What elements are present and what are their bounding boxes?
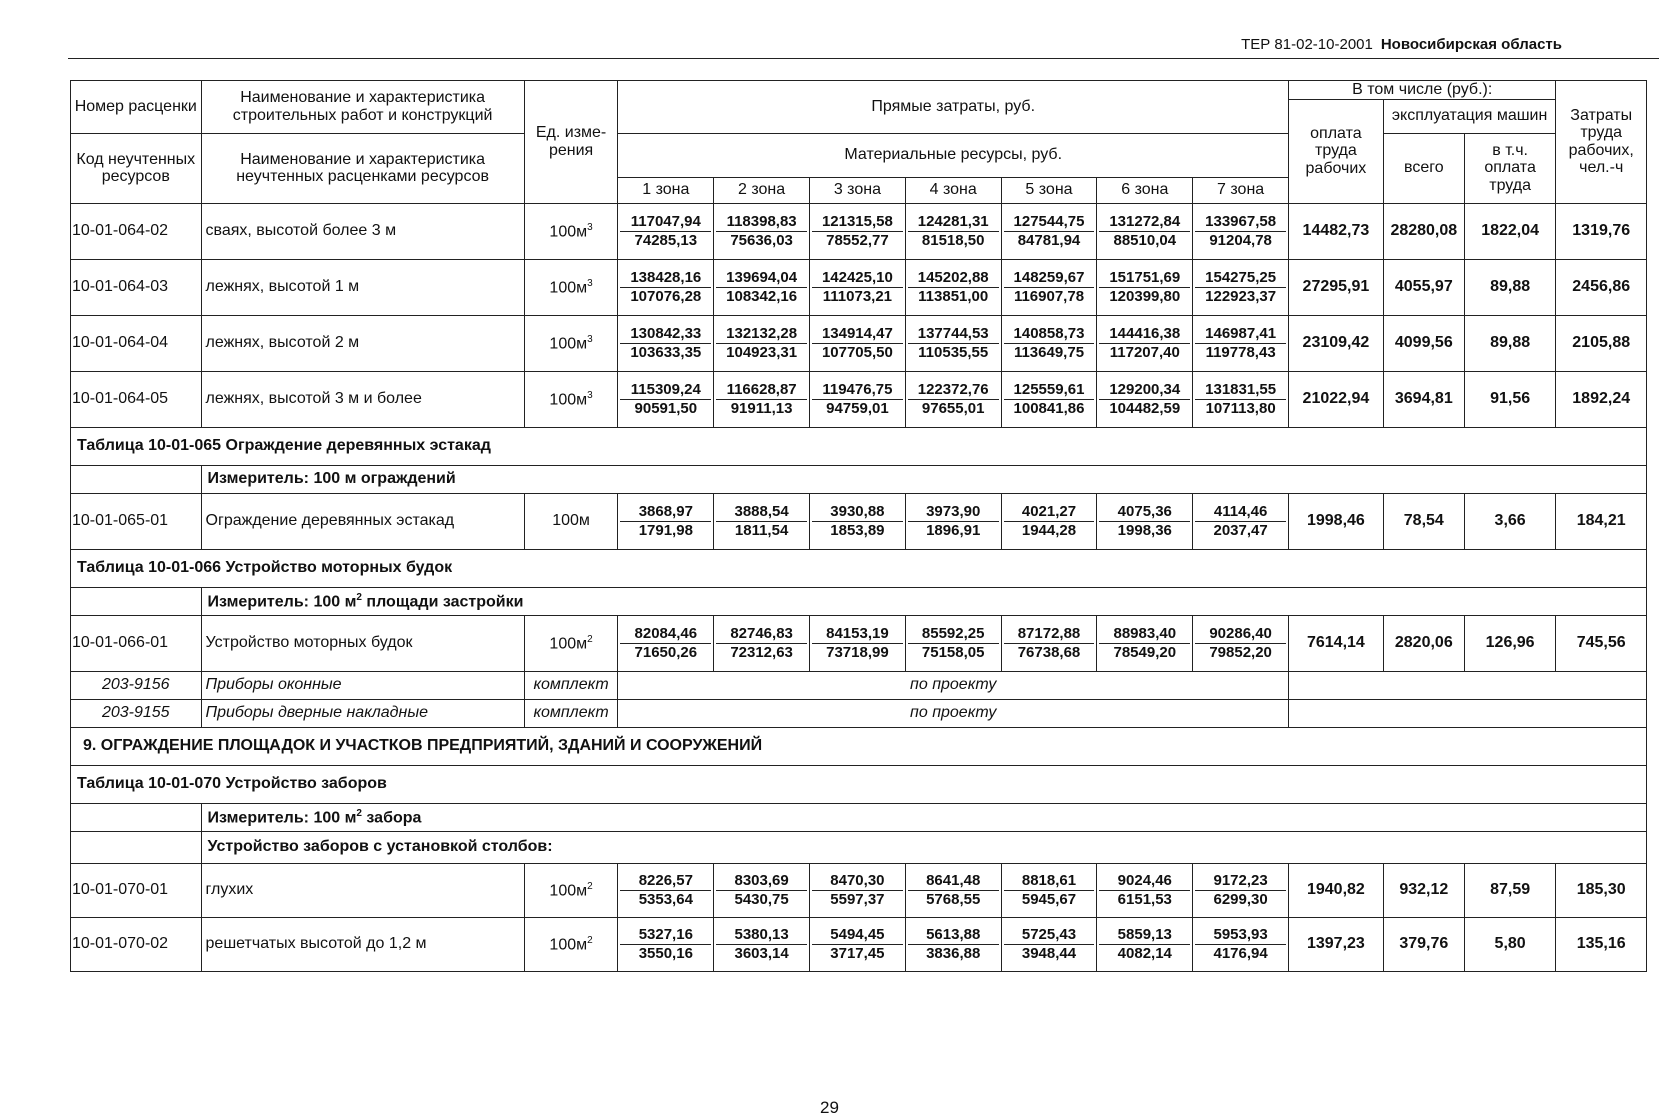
zone-price-6 <box>1097 863 1193 917</box>
direct-cost: 5494,45 <box>812 926 903 945</box>
zone-price-5 <box>1001 371 1097 427</box>
value-mach: 3694,81 <box>1383 371 1464 427</box>
direct-cost: 9024,46 <box>1099 872 1190 891</box>
value-wages: 1998,46 <box>1289 493 1384 549</box>
direct-cost: 134914,47 <box>812 325 903 344</box>
material-cost: 6151,53 <box>1117 890 1172 908</box>
zone-price-7 <box>1193 371 1289 427</box>
zone-price-3 <box>810 203 906 259</box>
rate-code: 10-01-064-04 <box>71 315 202 371</box>
material-cost: 1791,98 <box>638 521 693 539</box>
zone-price-6 <box>1097 615 1193 671</box>
table-070-measure: Измеритель: 100 $м^2$ забора <box>201 803 1646 831</box>
table-066-measure: Измеритель: 100 $м^2$ площади застройки <box>201 587 1646 615</box>
material-cost: 84781,94 <box>1017 231 1081 249</box>
value-mach-w: 3,66 <box>1464 493 1556 549</box>
value-mach-w: 126,96 <box>1464 615 1556 671</box>
material-cost: 75636,03 <box>730 231 793 249</box>
value-mach: 932,12 <box>1383 863 1464 917</box>
value-mach: 4055,97 <box>1383 259 1464 315</box>
zone-price-1 <box>618 315 714 371</box>
zone-price-3 <box>810 259 906 315</box>
col-zone-6: 6 зона <box>1097 177 1193 203</box>
material-cost: 5597,37 <box>830 890 885 908</box>
value-wages: 21022,94 <box>1289 371 1384 427</box>
material-cost: 1944,28 <box>1021 521 1077 539</box>
zone-price-4 <box>905 203 1001 259</box>
material-cost: 3717,45 <box>830 944 885 962</box>
table-row <box>71 863 1647 917</box>
page-number: 29 <box>820 1098 839 1117</box>
direct-cost: 8226,57 <box>620 872 711 891</box>
value-wages: 1940,82 <box>1289 863 1384 917</box>
resource-row <box>71 699 1647 727</box>
direct-cost: 8818,61 <box>1004 872 1095 891</box>
zone-price-4 <box>905 615 1001 671</box>
direct-cost: 127544,75 <box>1004 213 1095 232</box>
rate-unit: $100м^3$ <box>524 315 618 371</box>
material-cost: 73718,99 <box>826 643 889 661</box>
col-wages: оплата труда рабочих <box>1289 99 1384 203</box>
resource-note: по проекту <box>618 671 1289 699</box>
zone-price-3 <box>810 917 906 971</box>
resource-name: Приборы дверные накладные <box>201 699 524 727</box>
material-cost: 5768,55 <box>926 890 981 908</box>
zone-price-1 <box>618 371 714 427</box>
direct-cost: 9172,23 <box>1195 872 1286 891</box>
zone-price-1 <box>618 493 714 549</box>
material-cost: 1853,89 <box>830 521 885 539</box>
value-wages: 7614,14 <box>1289 615 1384 671</box>
direct-cost: 8641,48 <box>908 872 999 891</box>
rate-name: глухих <box>201 863 524 917</box>
resource-name: Приборы оконные <box>201 671 524 699</box>
rate-name: лежнях, высотой 1 м <box>201 259 524 315</box>
material-cost: 3836,88 <box>926 944 981 962</box>
col-resource-code: Код неучтенных ресурсов <box>71 133 202 203</box>
direct-cost: 5859,13 <box>1099 926 1190 945</box>
zone-price-1 <box>618 203 714 259</box>
spacer-cell <box>71 465 202 493</box>
zone-price-1 <box>618 259 714 315</box>
value-mach: 2820,06 <box>1383 615 1464 671</box>
col-zone-7: 7 зона <box>1193 177 1289 203</box>
material-cost: 5353,64 <box>638 890 693 908</box>
value-mach: 379,76 <box>1383 917 1464 971</box>
material-cost: 81518,50 <box>921 231 985 249</box>
material-cost: 104923,31 <box>726 343 798 361</box>
zone-price-7 <box>1193 493 1289 549</box>
direct-cost: 115309,24 <box>620 381 711 400</box>
table-066-title: Таблица 10-01-066 Устройство моторных будок <box>71 549 1647 587</box>
zone-price-4 <box>905 315 1001 371</box>
table-065-title: Таблица 10-01-065 Ограждение деревянных эстакад <box>71 427 1647 465</box>
rate-name: Устройство моторных будок <box>201 615 524 671</box>
header-rule <box>68 58 1659 59</box>
zone-price-2 <box>714 863 810 917</box>
zone-price-6 <box>1097 315 1193 371</box>
material-cost: 110535,55 <box>918 343 989 361</box>
rate-code: 10-01-066-01 <box>71 615 202 671</box>
direct-cost: 130842,33 <box>620 325 711 344</box>
material-cost: 116907,78 <box>1013 287 1085 305</box>
col-machines-wages: в т.ч. оплата труда <box>1464 133 1556 203</box>
material-cost: 113851,00 <box>918 287 989 305</box>
zone-price-5 <box>1001 917 1097 971</box>
direct-cost: 90286,40 <box>1195 625 1286 644</box>
material-cost: 4082,14 <box>1117 944 1172 962</box>
zone-price-1 <box>618 863 714 917</box>
zone-price-2 <box>714 493 810 549</box>
material-cost: 97655,01 <box>921 399 985 417</box>
rate-unit: $100м^3$ <box>524 259 618 315</box>
value-wages: 14482,73 <box>1289 203 1384 259</box>
material-cost: 91204,78 <box>1209 231 1272 249</box>
zone-price-7 <box>1193 259 1289 315</box>
direct-cost: 146987,41 <box>1195 325 1286 344</box>
zone-price-4 <box>905 371 1001 427</box>
price-table <box>70 80 1647 972</box>
value-mach: 28280,08 <box>1383 203 1464 259</box>
resource-code: 203-9155 <box>71 699 202 727</box>
zone-price-2 <box>714 371 810 427</box>
material-cost: 91911,13 <box>730 399 793 417</box>
value-labor: 745,56 <box>1556 615 1647 671</box>
value-wages: 1397,23 <box>1289 917 1384 971</box>
zone-price-3 <box>810 863 906 917</box>
col-zone-3: 3 зона <box>810 177 906 203</box>
resource-unit: комплект <box>524 699 618 727</box>
resource-code: 203-9156 <box>71 671 202 699</box>
direct-cost: 121315,58 <box>812 213 903 232</box>
rate-code: 10-01-064-02 <box>71 203 202 259</box>
col-including: В том числе (руб.): <box>1289 81 1556 100</box>
direct-cost: 84153,19 <box>812 625 903 644</box>
col-zone-5: 5 зона <box>1001 177 1097 203</box>
rate-name: лежнях, высотой 2 м <box>201 315 524 371</box>
direct-cost: 138428,16 <box>620 269 711 288</box>
material-cost: 111073,21 <box>822 287 893 305</box>
document-header <box>1241 36 1562 53</box>
rate-code: 10-01-070-01 <box>71 863 202 917</box>
col-rate-number: Номер расценки <box>71 81 202 134</box>
rate-unit: $100м^2$ <box>524 917 618 971</box>
direct-cost: 5613,88 <box>908 926 999 945</box>
value-mach-w: 89,88 <box>1464 315 1556 371</box>
material-cost: 1896,91 <box>926 521 981 539</box>
table-row <box>71 203 1647 259</box>
zone-price-6 <box>1097 203 1193 259</box>
zone-price-1 <box>618 615 714 671</box>
value-labor: 184,21 <box>1556 493 1647 549</box>
zone-price-1 <box>618 917 714 971</box>
table-row <box>71 493 1647 549</box>
direct-cost: 3888,54 <box>716 503 807 522</box>
document-code: ТЕР 81-02-10-2001 <box>1241 36 1373 53</box>
table-row <box>71 615 1647 671</box>
material-cost: 103633,35 <box>630 343 702 361</box>
direct-cost: 116628,87 <box>716 381 807 400</box>
rate-name: Ограждение деревянных эстакад <box>201 493 524 549</box>
material-cost: 104482,59 <box>1109 399 1181 417</box>
table-row <box>71 315 1647 371</box>
value-labor: 135,16 <box>1556 917 1647 971</box>
direct-cost: 131831,55 <box>1195 381 1286 400</box>
document-region: Новосибирская область <box>1380 36 1562 53</box>
direct-cost: 117047,94 <box>620 213 711 232</box>
material-cost: 94759,01 <box>826 399 889 417</box>
col-work-name: Наименование и характеристика строительных работ и конструкций <box>201 81 524 134</box>
resource-row <box>71 671 1647 699</box>
zone-price-3 <box>810 493 906 549</box>
material-cost: 90591,50 <box>634 399 698 417</box>
zone-price-5 <box>1001 863 1097 917</box>
zone-price-3 <box>810 315 906 371</box>
direct-cost: 137744,53 <box>908 325 999 344</box>
rate-code: 10-01-064-05 <box>71 371 202 427</box>
spacer-cell <box>71 803 202 831</box>
rate-code: 10-01-070-02 <box>71 917 202 971</box>
col-machines: эксплуатация машин <box>1383 99 1556 133</box>
zone-price-2 <box>714 315 810 371</box>
material-cost: 3550,16 <box>638 944 693 962</box>
material-cost: 3603,14 <box>734 944 789 962</box>
value-mach-w: 5,80 <box>1464 917 1556 971</box>
direct-cost: 145202,88 <box>908 269 999 288</box>
zone-price-6 <box>1097 259 1193 315</box>
material-cost: 2037,47 <box>1213 521 1268 539</box>
zone-price-3 <box>810 371 906 427</box>
material-cost: 78549,20 <box>1113 643 1177 661</box>
value-mach-w: 89,88 <box>1464 259 1556 315</box>
direct-cost: 132132,28 <box>716 325 807 344</box>
value-mach-w: 91,56 <box>1464 371 1556 427</box>
zone-price-7 <box>1193 615 1289 671</box>
direct-cost: 124281,31 <box>908 213 999 232</box>
direct-cost: 148259,67 <box>1004 269 1095 288</box>
material-cost: 107113,80 <box>1205 399 1276 417</box>
zone-price-2 <box>714 259 810 315</box>
material-cost: 100841,86 <box>1013 399 1085 417</box>
zone-price-6 <box>1097 371 1193 427</box>
rate-code: 10-01-065-01 <box>71 493 202 549</box>
material-cost: 1811,54 <box>734 521 789 539</box>
zone-price-5 <box>1001 203 1097 259</box>
table-070-title: Таблица 10-01-070 Устройство заборов <box>71 765 1647 803</box>
material-cost: 107076,28 <box>630 287 702 305</box>
value-mach: 78,54 <box>1383 493 1464 549</box>
material-cost: 120399,80 <box>1109 287 1181 305</box>
empty-cell <box>1289 699 1647 727</box>
table-070-subheading: Устройство заборов с установкой столбов: <box>201 831 1646 863</box>
material-cost: 5430,75 <box>734 890 789 908</box>
direct-cost: 85592,25 <box>908 625 999 644</box>
value-wages: 23109,42 <box>1289 315 1384 371</box>
zone-price-2 <box>714 615 810 671</box>
col-zone-1: 1 зона <box>618 177 714 203</box>
table-row <box>71 371 1647 427</box>
material-cost: 1998,36 <box>1117 521 1172 539</box>
resource-note: по проекту <box>618 699 1289 727</box>
rate-unit: 100м <box>524 493 618 549</box>
empty-cell <box>1289 671 1647 699</box>
direct-cost: 5953,93 <box>1195 926 1286 945</box>
direct-cost: 5725,43 <box>1004 926 1095 945</box>
zone-price-7 <box>1193 315 1289 371</box>
zone-price-5 <box>1001 615 1097 671</box>
col-unit: Ед. изме-рения <box>524 81 618 204</box>
value-labor: 185,30 <box>1556 863 1647 917</box>
material-cost: 107705,50 <box>821 343 893 361</box>
zone-price-7 <box>1193 863 1289 917</box>
material-cost: 72312,63 <box>730 643 793 661</box>
material-cost: 3948,44 <box>1021 944 1077 962</box>
material-cost: 108342,16 <box>726 287 798 305</box>
value-labor: 1892,24 <box>1556 371 1647 427</box>
rate-name: сваях, высотой более 3 м <box>201 203 524 259</box>
direct-cost: 154275,25 <box>1195 269 1286 288</box>
value-wages: 27295,91 <box>1289 259 1384 315</box>
direct-cost: 144416,38 <box>1099 325 1190 344</box>
rate-unit: $100м^3$ <box>524 371 618 427</box>
material-cost: 4176,94 <box>1213 944 1268 962</box>
direct-cost: 118398,83 <box>716 213 807 232</box>
zone-price-7 <box>1193 203 1289 259</box>
direct-cost: 133967,58 <box>1195 213 1286 232</box>
material-cost: 74285,13 <box>634 231 698 249</box>
material-cost: 122923,37 <box>1205 287 1277 305</box>
direct-cost: 3930,88 <box>812 503 903 522</box>
direct-cost: 4114,46 <box>1195 503 1286 522</box>
col-direct-costs: Прямые затраты, руб. <box>618 81 1289 134</box>
material-cost: 113649,75 <box>1013 343 1085 361</box>
zone-price-4 <box>905 259 1001 315</box>
table-065-measure: Измеритель: 100 м ограждений <box>201 465 1646 493</box>
zone-price-4 <box>905 917 1001 971</box>
col-zone-2: 2 зона <box>714 177 810 203</box>
value-mach-w: 87,59 <box>1464 863 1556 917</box>
direct-cost: 5327,16 <box>620 926 711 945</box>
zone-price-3 <box>810 615 906 671</box>
value-labor: 1319,76 <box>1556 203 1647 259</box>
zone-price-6 <box>1097 917 1193 971</box>
spacer-cell <box>71 587 202 615</box>
zone-price-2 <box>714 917 810 971</box>
material-cost: 76738,68 <box>1017 643 1081 661</box>
direct-cost: 125559,61 <box>1004 381 1095 400</box>
direct-cost: 4075,36 <box>1099 503 1190 522</box>
material-cost: 88510,04 <box>1113 231 1177 249</box>
rate-unit: $100м^3$ <box>524 203 618 259</box>
material-cost: 75158,05 <box>921 643 985 661</box>
col-resource-name: Наименование и характеристика неучтенных расценками ресурсов <box>201 133 524 203</box>
direct-cost: 88983,40 <box>1099 625 1190 644</box>
direct-cost: 119476,75 <box>812 381 903 400</box>
col-machines-total: всего <box>1383 133 1464 203</box>
direct-cost: 142425,10 <box>812 269 903 288</box>
spacer-cell <box>71 831 202 863</box>
direct-cost: 8303,69 <box>716 872 807 891</box>
material-cost: 78552,77 <box>826 231 889 249</box>
section-9-title: 9. ОГРАЖДЕНИЕ ПЛОЩАДОК И УЧАСТКОВ ПРЕДПРИЯТИЙ, ЗДАНИЙ И СООРУЖЕНИЙ <box>71 727 1647 765</box>
zone-price-4 <box>905 863 1001 917</box>
material-cost: 117207,40 <box>1109 343 1180 361</box>
direct-cost: 129200,34 <box>1099 381 1190 400</box>
table-row <box>71 917 1647 971</box>
direct-cost: 87172,88 <box>1004 625 1095 644</box>
direct-cost: 151751,69 <box>1099 269 1190 288</box>
direct-cost: 5380,13 <box>716 926 807 945</box>
direct-cost: 82746,83 <box>716 625 807 644</box>
direct-cost: 3868,97 <box>620 503 711 522</box>
value-mach-w: 1822,04 <box>1464 203 1556 259</box>
direct-cost: 82084,46 <box>620 625 711 644</box>
zone-price-5 <box>1001 315 1097 371</box>
zone-price-5 <box>1001 259 1097 315</box>
zone-price-2 <box>714 203 810 259</box>
material-cost: 119778,43 <box>1205 343 1276 361</box>
direct-cost: 3973,90 <box>908 503 999 522</box>
value-labor: 2456,86 <box>1556 259 1647 315</box>
rate-unit: $100м^2$ <box>524 863 618 917</box>
direct-cost: 139694,04 <box>716 269 807 288</box>
resource-unit: комплект <box>524 671 618 699</box>
col-materials: Материальные ресурсы, руб. <box>618 133 1289 177</box>
rate-name: решетчатых высотой до 1,2 м <box>201 917 524 971</box>
value-mach: 4099,56 <box>1383 315 1464 371</box>
material-cost: 79852,20 <box>1209 643 1272 661</box>
table-row <box>71 259 1647 315</box>
rate-code: 10-01-064-03 <box>71 259 202 315</box>
rate-unit: $100м^2$ <box>524 615 618 671</box>
zone-price-7 <box>1193 917 1289 971</box>
col-labor: Затраты труда рабочих, чел.-ч <box>1556 81 1647 204</box>
direct-cost: 140858,73 <box>1004 325 1095 344</box>
material-cost: 5945,67 <box>1021 890 1077 908</box>
material-cost: 6299,30 <box>1213 890 1268 908</box>
rate-name: лежнях, высотой 3 м и более <box>201 371 524 427</box>
material-cost: 71650,26 <box>634 643 698 661</box>
direct-cost: 8470,30 <box>812 872 903 891</box>
direct-cost: 131272,84 <box>1099 213 1190 232</box>
zone-price-6 <box>1097 493 1193 549</box>
zone-price-4 <box>905 493 1001 549</box>
direct-cost: 122372,76 <box>908 381 999 400</box>
zone-price-5 <box>1001 493 1097 549</box>
col-zone-4: 4 зона <box>905 177 1001 203</box>
value-labor: 2105,88 <box>1556 315 1647 371</box>
direct-cost: 4021,27 <box>1004 503 1095 522</box>
